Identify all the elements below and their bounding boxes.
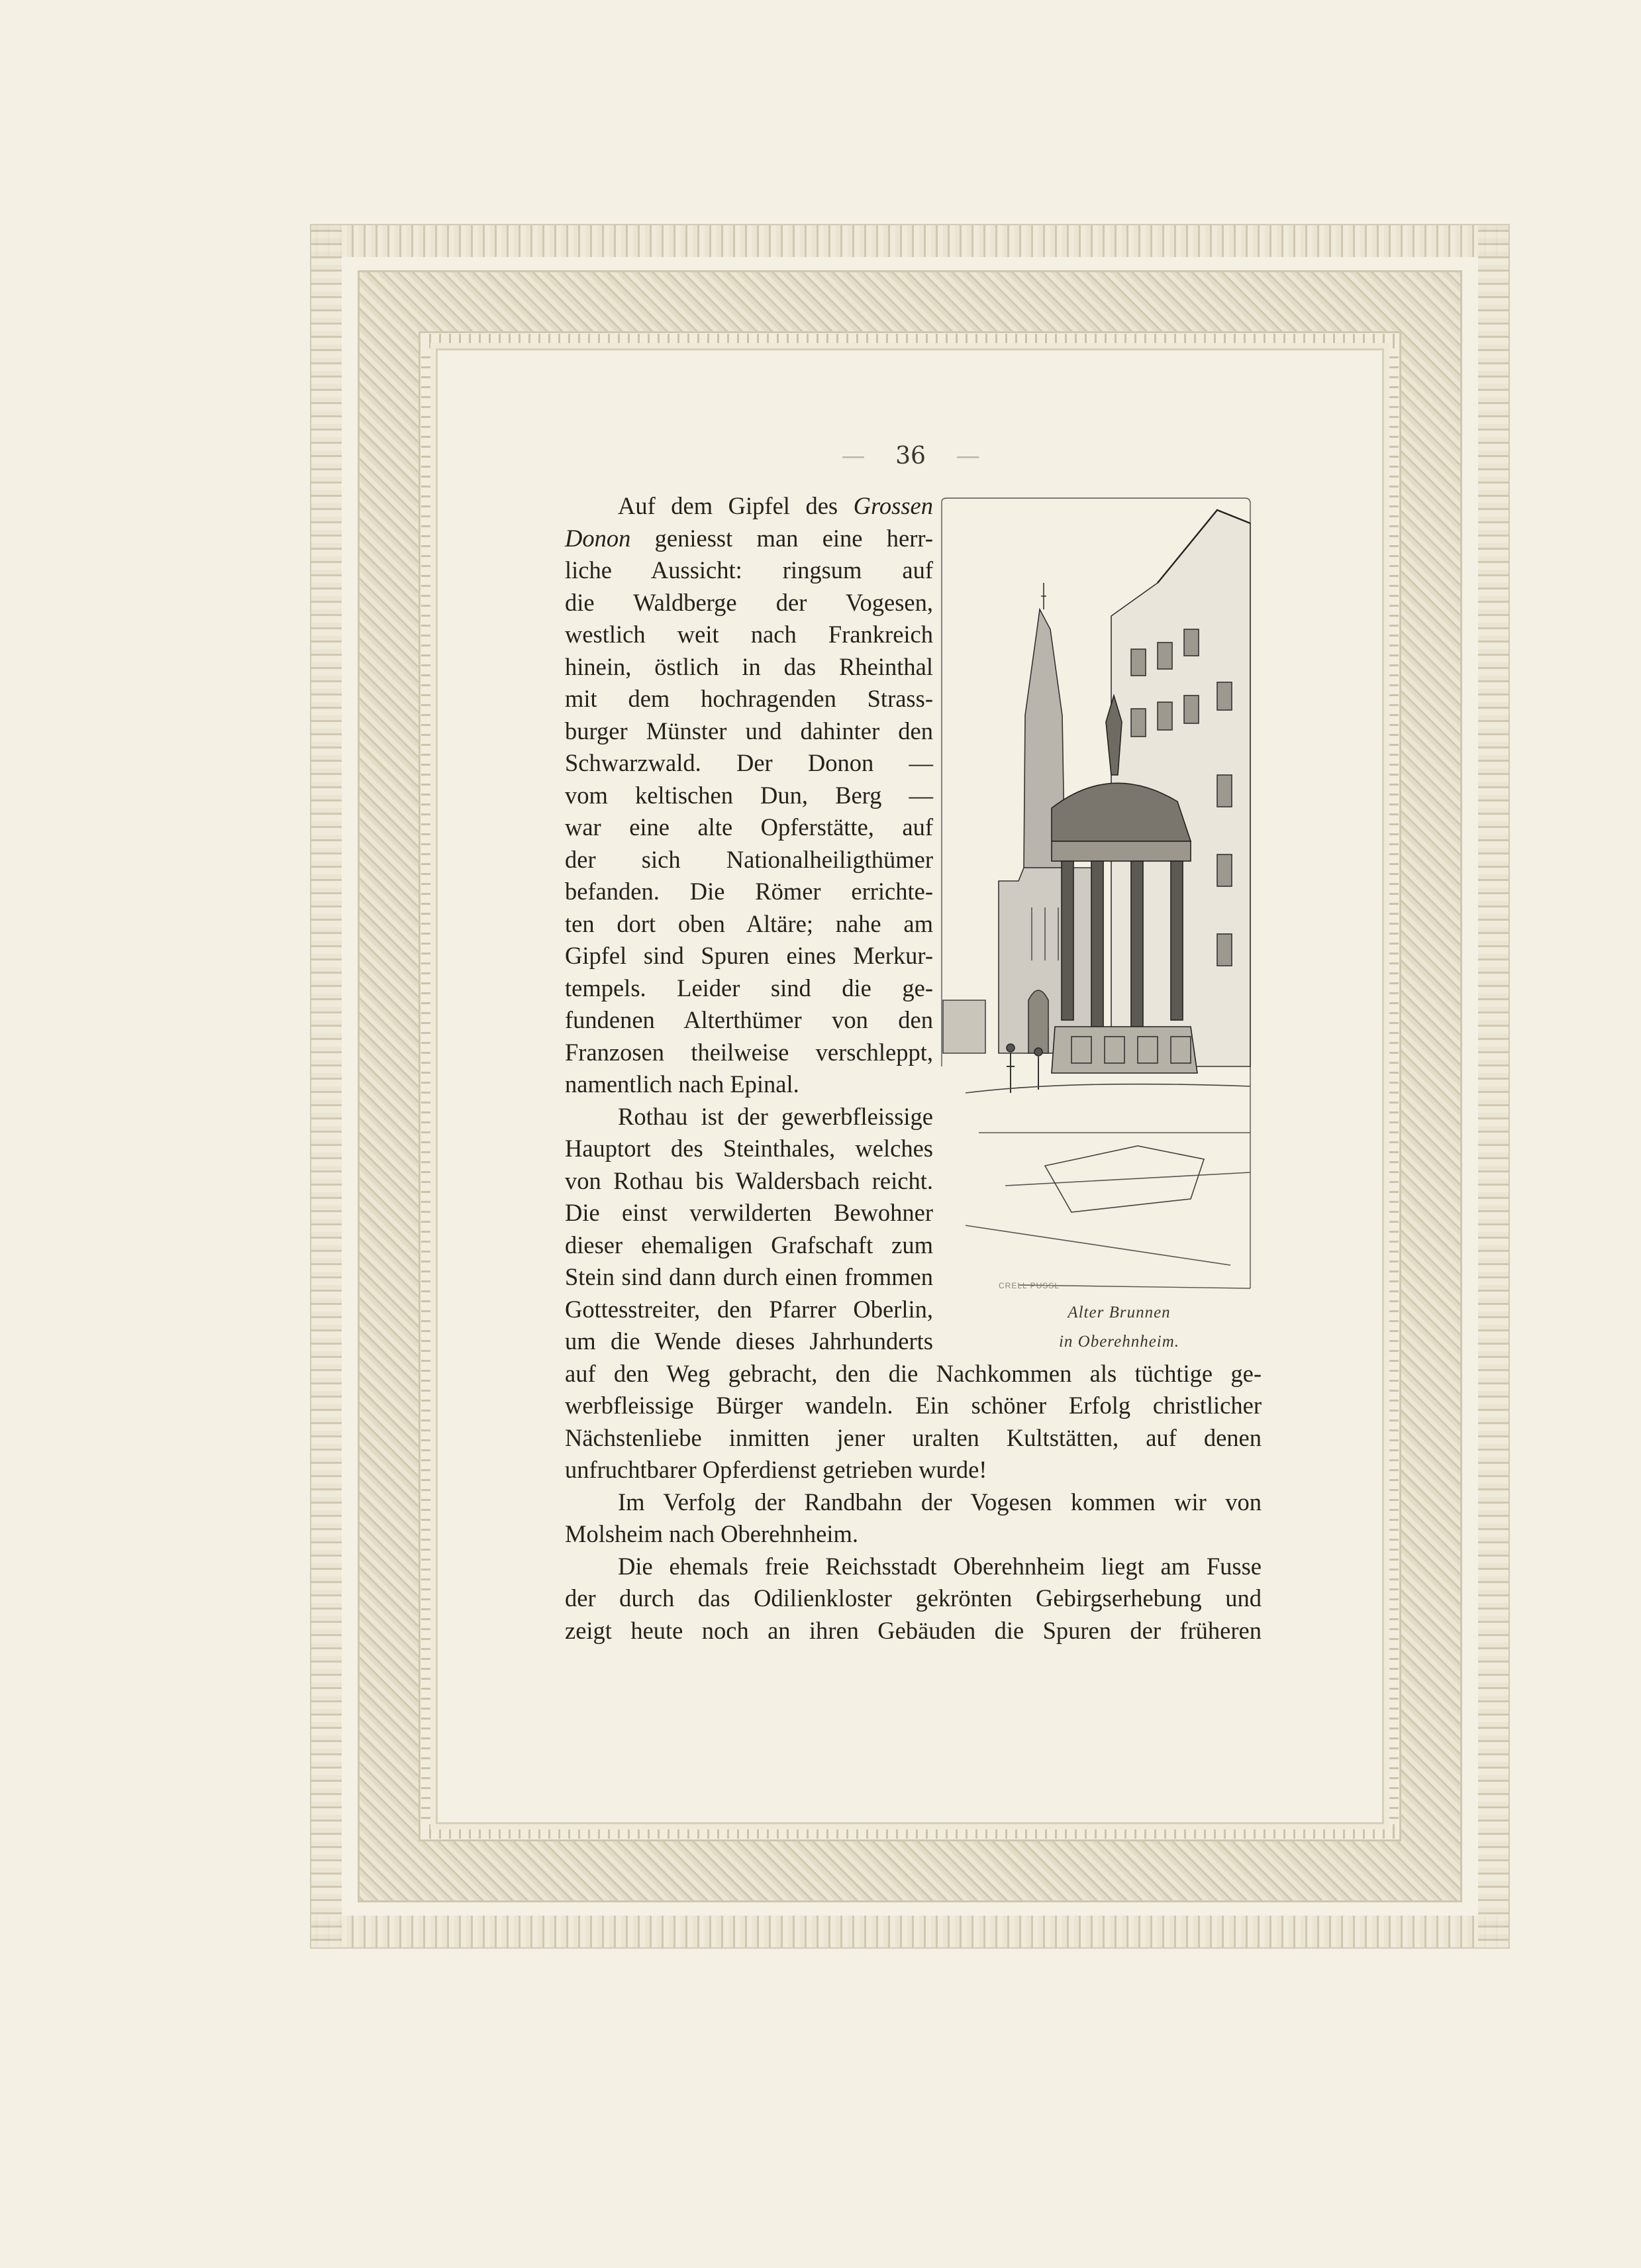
text-line: auf den Weg gebracht, den die Nachkommen als tüchtige ge-	[565, 1359, 1262, 1387]
frame-comb-left	[311, 225, 342, 1947]
text-line: dieser ehemaligen Grafschaft zum	[565, 1231, 933, 1259]
text-line: burger Münster und dahinter den	[565, 717, 933, 745]
text-line: der durch das Odilienkloster gekrönten Gebirgserhebung und	[565, 1584, 1262, 1612]
fountain-engraving	[939, 497, 1258, 1292]
frame-comb-right	[1478, 225, 1509, 1947]
text-line: mit dem hochragenden Strass-	[565, 685, 933, 712]
meander-band-bottom	[421, 1824, 1399, 1839]
text-line: liche Aussicht: ringsum auf	[565, 556, 933, 584]
text-line: Rothau ist der gewerbfleissige	[618, 1102, 933, 1130]
text-line: um die Wende dieses Jahrhunderts	[565, 1327, 933, 1355]
text-line: war eine alte Opferstätte, auf	[565, 813, 933, 841]
page-number-value: 36	[895, 442, 926, 470]
text-line: zeigt heute noch an ihren Gebäuden die Spuren der früheren	[565, 1616, 1262, 1644]
engraver-signature: CRELL PUSSL	[999, 1281, 1060, 1290]
text-line: Schwarzwald. Der Donon —	[565, 749, 933, 776]
engraving-illustration	[939, 497, 1258, 1292]
text-line: werbfleissige Bürger wandeln. Ein schöner Erfolg christlicher	[565, 1392, 1262, 1419]
paragraph-3	[565, 1486, 1262, 1551]
text-line: Donon geniesst man eine herr-	[565, 524, 933, 552]
meander-band-top	[421, 334, 1399, 348]
text-line: Auf dem Gipfel des Grossen	[618, 492, 933, 519]
text-line: Franzosen theilweise verschleppt,	[565, 1038, 933, 1066]
text-line: befanden. Die Römer errichte-	[565, 878, 933, 905]
text-line: die Waldberge der Vogesen,	[565, 588, 933, 616]
text-line: Hauptort des Steinthales, welches	[565, 1135, 933, 1162]
paragraph-4	[565, 1551, 1262, 1647]
text-line: Stein sind dann durch einen frommen	[565, 1263, 933, 1290]
meander-band-left	[421, 348, 436, 1824]
text-line: tempels. Leider sind die ge-	[565, 974, 933, 1002]
illustration-caption-line-2: in Oberehnheim.	[1058, 1333, 1180, 1351]
frame-comb-top	[311, 225, 1509, 257]
text-line: fundenen Alterthümer von den	[565, 1006, 933, 1033]
meander-band-right	[1384, 348, 1399, 1824]
text-line: Die ehemals freie Reichsstadt Oberehnheim liegt am Fusse	[618, 1552, 1262, 1580]
text-line: Nächstenliebe inmitten jener uralten Kultstätten, auf denen	[565, 1423, 1262, 1451]
text-line: vom keltischen Dun, Berg —	[565, 781, 933, 809]
text-line: Im Verfolg der Randbahn der Vogesen kommen wir von	[618, 1488, 1262, 1516]
text-line: Molsheim nach Oberehnheim.	[565, 1520, 858, 1547]
text-line: Die einst verwilderten Bewohner	[565, 1199, 933, 1226]
text-line: ten dort oben Altäre; nahe am	[565, 909, 933, 937]
text-line: unfruchtbarer Opferdienst getrieben wurde!	[565, 1456, 987, 1483]
text-line: hinein, östlich in das Rheinthal	[565, 652, 933, 680]
page-number-dash-left: —	[841, 442, 866, 470]
page-number-dash-right: —	[956, 442, 980, 470]
text-line: namentlich nach Epinal.	[565, 1070, 799, 1098]
text-line: Gottesstreiter, den Pfarrer Oberlin,	[565, 1295, 933, 1323]
text-line: westlich weit nach Frankreich	[565, 621, 933, 648]
frame-comb-bottom	[311, 1916, 1509, 1947]
page-number	[828, 442, 993, 470]
text-line: von Rothau bis Waldersbach reicht.	[565, 1166, 933, 1194]
text-line: Gipfel sind Spuren eines Merkur-	[565, 942, 933, 969]
text-line: der sich Nationalheiligthümer	[565, 845, 933, 873]
illustration-caption-line-1: Alter Brunnen	[1068, 1304, 1171, 1321]
